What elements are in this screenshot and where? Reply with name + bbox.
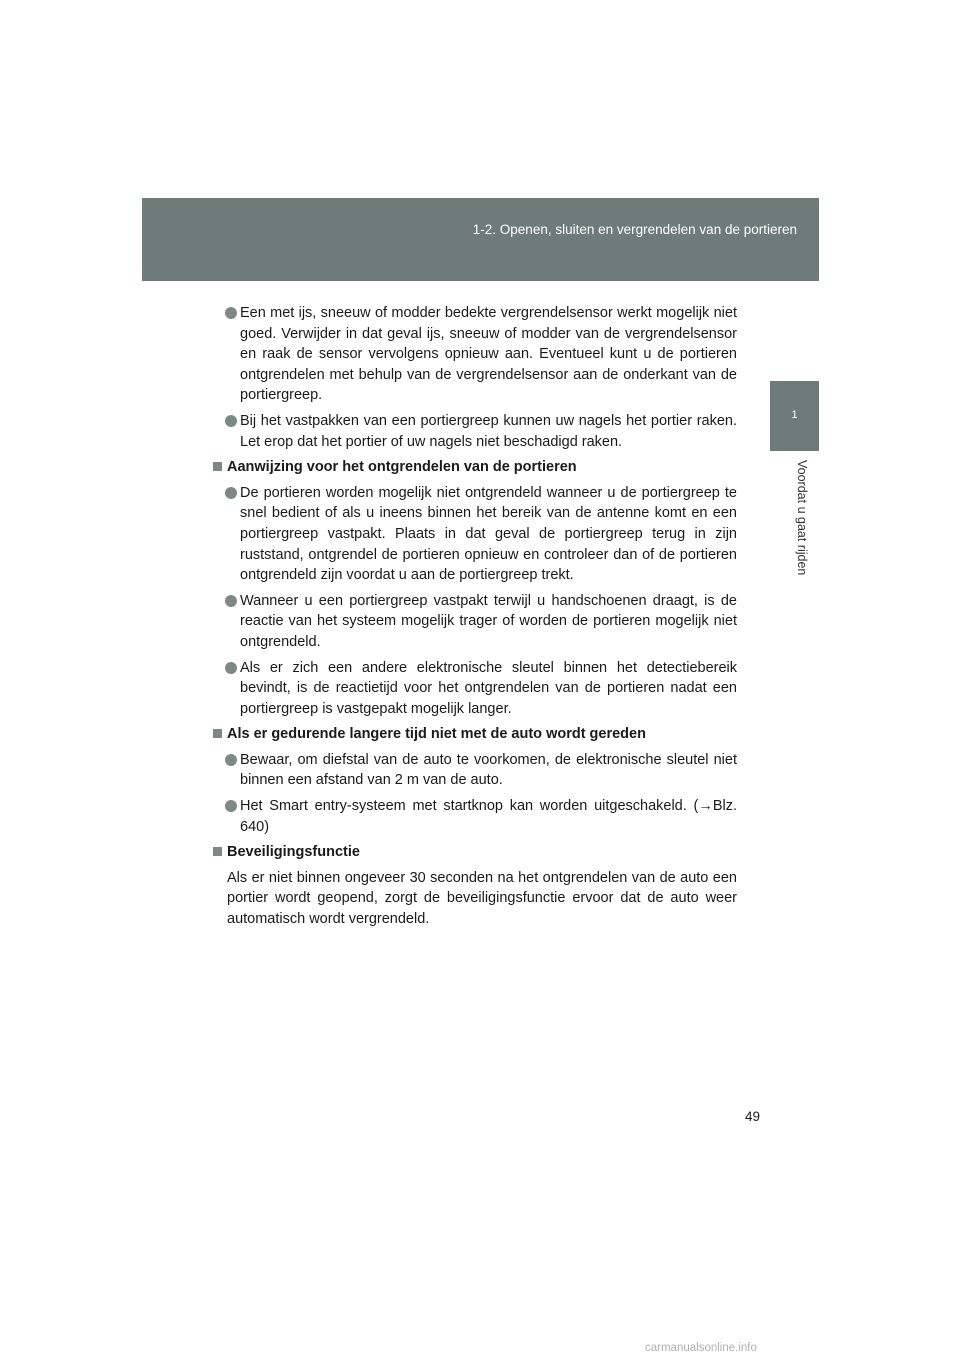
- chapter-side-label: Voordat u gaat rijden: [795, 460, 809, 576]
- bullet-dot-icon: [225, 415, 237, 427]
- bullet-text: Een met ijs, sneeuw of modder bedekte vergrendelsensor werkt mogelijk niet goed. Verwijder in dat geval ijs, sneeuw of modder van de vergrendelsensor en raak de sensor vervolgens opnieuw aan. Eventueel kunt u de portieren ontgrendelen met behulp van de vergrendelsensor aan de onderkant van de portiergreep.: [240, 305, 737, 404]
- bullet-text: Als er zich een andere elektronische sleutel binnen het detectiebereik bevindt, is de reactietijd voor het ontgrendelen van de portieren nadat een portiergreep is vastgepakt mogelijk langer.: [240, 659, 737, 717]
- section-heading: [213, 457, 737, 478]
- chapter-number: 1: [791, 409, 798, 421]
- bullet-dot-icon: [225, 662, 237, 674]
- bullet-text: Wanneer u een portiergreep vastpakt terwijl u handschoenen draagt, is de reactie van het systeem mogelijk trager of worden de portieren mogelijk niet ontgrendeld.: [240, 592, 737, 650]
- section-heading: [213, 842, 737, 863]
- paragraph: Als er niet binnen ongeveer 30 seconden na het ontgrendelen van de auto een portier wordt geopend, zorgt de beveiligingsfunctie ervoor dat de auto weer automatisch wordt vergrendeld.: [227, 869, 737, 928]
- watermark-link[interactable]: carmanualsonline.info: [645, 1342, 757, 1354]
- chapter-tab: [770, 381, 819, 451]
- bullet-dot-icon: [225, 800, 237, 812]
- bullet-item: [213, 750, 737, 791]
- square-bullet-icon: [213, 462, 222, 471]
- page-number: 49: [745, 1109, 761, 1124]
- bullet-dot-icon: [225, 754, 237, 766]
- bullet-item: [213, 591, 737, 653]
- bullet-item: [213, 303, 737, 406]
- square-bullet-icon: [213, 847, 222, 856]
- page-body: [213, 303, 737, 930]
- heading-text: Beveiligingsfunctie: [227, 844, 360, 861]
- bullet-dot-icon: [225, 487, 237, 499]
- heading-text: Aanwijzing voor het ontgrendelen van de portieren: [227, 459, 577, 476]
- heading-text: Als er gedurende langere tijd niet met de auto wordt gereden: [227, 726, 646, 743]
- bullet-item: [213, 658, 737, 720]
- bullet-dot-icon: [225, 307, 237, 319]
- chapter-title: 1-2. Openen, sluiten en vergrendelen van de portieren: [472, 222, 797, 237]
- chapter-header-band: [142, 198, 819, 281]
- square-bullet-icon: [213, 729, 222, 738]
- bullet-dot-icon: [225, 595, 237, 607]
- bullet-text: Bewaar, om diefstal van de auto te voorkomen, de elektronische sleutel niet binnen een afstand van 2 m van de auto.: [240, 751, 737, 789]
- bullet-text: Het Smart entry-systeem met startknop kan worden uitgeschakeld. (→Blz. 640): [240, 798, 737, 835]
- bullet-text: Bij het vastpakken van een portiergreep kunnen uw nagels het portier raken. Let erop dat het portier of uw nagels niet beschadigd raken.: [240, 412, 737, 450]
- bullet-item: [213, 483, 737, 586]
- bullet-item: [213, 796, 737, 837]
- bullet-text: De portieren worden mogelijk niet ontgrendeld wanneer u de portiergreep te snel bedient of als u ineens binnen het bereik van de antenne komt en een portiergreep vastpakt. Plaats in dat geval de portiergreep terug in zijn ruststand, ontgrendel de portieren opnieuw en controleer dan of de portieren ontgrendeld zijn voordat u aan de portiergreep trekt.: [240, 484, 737, 584]
- bullet-item: [213, 411, 737, 452]
- section-heading: [213, 724, 737, 745]
